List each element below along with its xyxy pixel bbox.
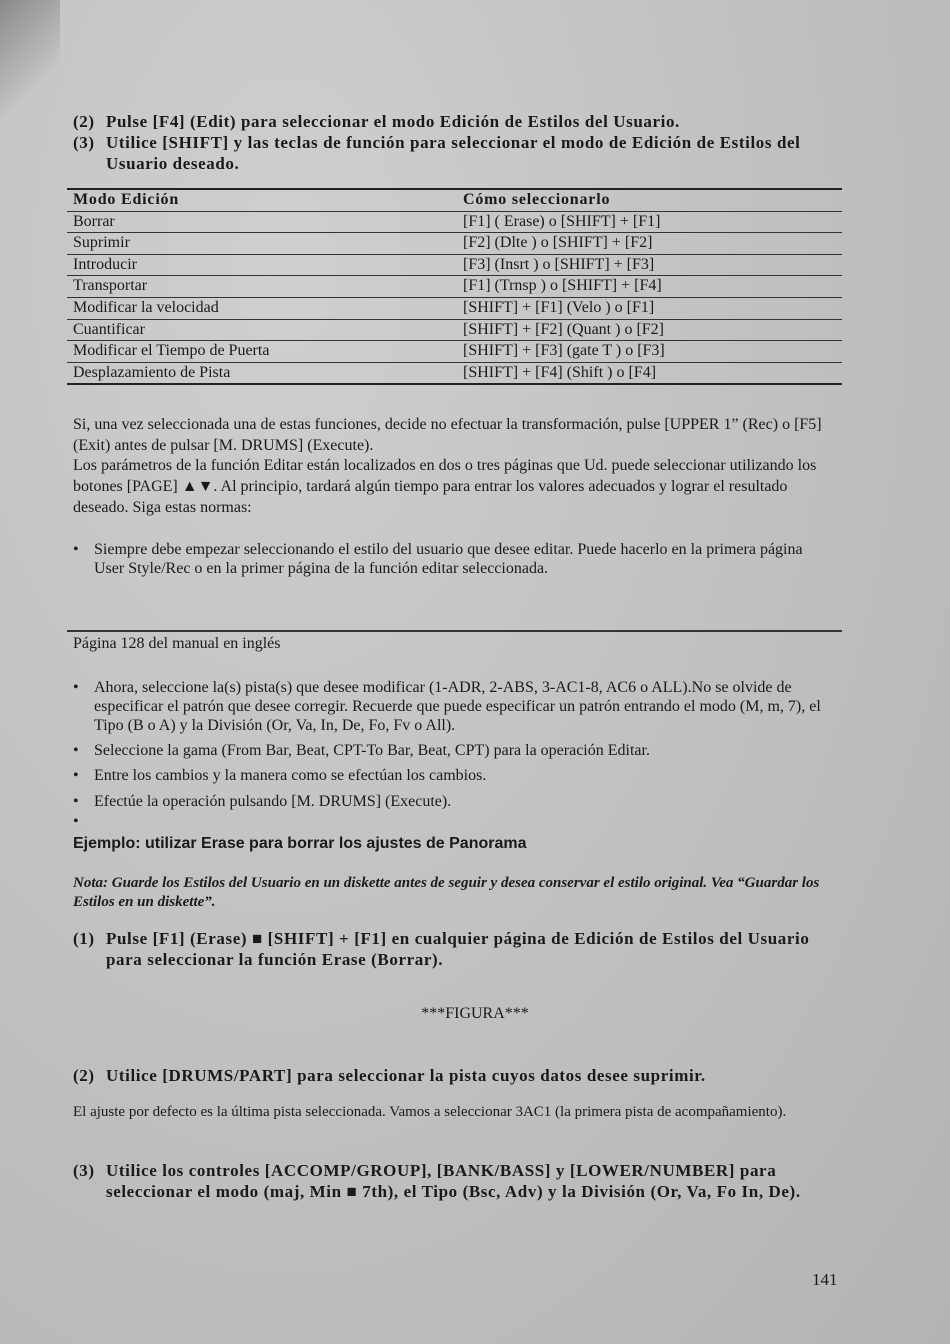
table-cell: Modificar la velocidad [73,298,219,316]
edit-mode-table [67,188,842,385]
example-step-2 [73,1065,843,1086]
list-item [73,540,833,578]
example-step-3 [73,1160,843,1202]
table-cell: [F2] (Dlte ) o [SHIFT] + [F2] [463,234,653,252]
table-row [67,276,842,298]
table-row [67,363,842,384]
figure-placeholder: ***FIGURA*** [421,1005,529,1022]
step-number: (1) [73,929,95,948]
table-row [67,320,842,342]
step-text: Utilice [DRUMS/PART] para seleccionar la pista cuyos datos desee suprimir. [106,1066,706,1085]
paragraph-cancel: Si, una vez seleccionada una de estas funciones, decide no efectuar la transformación, pulse [UPPER 1” (Rec) o [F5] (Exit) antes de pulsar [M. DRUMS] (Execute). [73,416,822,454]
step-text: Utilice los controles [ACCOMP/GROUP], [BANK/BASS] y [LOWER/NUMBER] para seleccionar el modo (maj, Min ■ 7th), el Tipo (Bsc, Adv) y la División (Or, Va, Fo In, De). [106,1161,801,1201]
bullet-icon: • [73,793,79,810]
table-cell: [SHIFT] + [F1] (Velo ) o [F1] [463,298,655,316]
list-item [73,792,833,811]
list-item [73,678,833,735]
step-3 [73,132,843,174]
step-text: Pulse [F1] (Erase) ■ [SHIFT] + [F1] en cualquier página de Edición de Estilos del Usuario para seleccionar la función Erase (Borrar). [106,929,810,969]
list-item-text: Efectúe la operación pulsando [M. DRUMS] (Execute). [94,793,452,810]
table-row [67,212,842,234]
list-item-text: Entre los cambios y la manera como se efectúan los cambios. [94,767,487,784]
step-2 [73,111,843,132]
table-cell: Introducir [73,255,137,273]
example-heading: Ejemplo: utilizar Erase para borrar los ajustes de Panorama [73,835,527,852]
table-cell: Suprimir [73,234,130,252]
step-number: (2) [73,112,95,131]
step-number: (3) [73,133,95,152]
bullet-icon: • [73,742,79,759]
table-row [67,341,842,363]
section-divider [67,630,842,632]
step-number: (3) [73,1161,95,1180]
table-header-cell: Modo Edición [73,191,180,208]
table-cell: Desplazamiento de Pista [73,363,231,381]
step-text: Utilice [SHIFT] y las teclas de función para seleccionar el modo de Edición de Estilos del Usuario deseado. [106,133,801,173]
list-item [73,766,833,785]
table-row [67,255,842,277]
table-cell: Borrar [73,212,115,230]
bullet-icon: • [73,813,79,830]
page-number: 141 [812,1270,838,1289]
paragraph-default-track: El ajuste por defecto es la última pista seleccionada. Vamos a seleccionar 3AC1 (la primera pista de acompañamiento). [73,1104,787,1120]
table-cell: [F1] (Trnsp ) o [SHIFT] + [F4] [463,277,662,295]
bullet-icon: • [73,767,79,784]
list-item [73,741,833,760]
table-cell: [SHIFT] + [F2] (Quant ) o [F2] [463,320,664,338]
scan-shadow [0,0,60,120]
step-text: Pulse [F4] (Edit) para seleccionar el modo Edición de Estilos del Usuario. [106,112,680,131]
bullet-icon: • [73,541,79,558]
table-row [67,233,842,255]
table-row [67,298,842,320]
list-item-text: Seleccione la gama (From Bar, Beat, CPT-To Bar, Beat, CPT) para la operación Editar. [94,742,650,759]
table-header-row [67,190,842,212]
table-cell: [SHIFT] + [F3] (gate T ) o [F3] [463,342,665,360]
table-cell: [F1] ( Erase) o [SHIFT] + [F1] [463,212,661,230]
table-cell: [SHIFT] + [F4] (Shift ) o [F4] [463,363,657,381]
note: Nota: Guarde los Estilos del Usuario en un diskette antes de seguir y desea conservar el estilo original. Vea “Guardar los Estilos en un diskette”. [73,875,820,910]
example-step-1 [73,928,843,970]
table-cell: Cuantificar [73,320,145,338]
table-cell: [F3] (Insrt ) o [SHIFT] + [F3] [463,255,655,273]
paragraph-parameters: Los parámetros de la función Editar están localizados en dos o tres páginas que Ud. puede seleccionar utilizando los botones [PAGE] ▲▼. Al principio, tardará algún tiempo para entrar los valores adecuados y lograr el resultado deseado. Siga estas normas: [73,457,817,516]
step-number: (2) [73,1066,95,1085]
table-header-cell: Cómo seleccionarlo [463,191,611,208]
bullet-icon: • [73,679,79,696]
page-reference: Página 128 del manual en inglés [73,635,281,652]
table-cell: Transportar [73,277,148,295]
list-item-text: Ahora, seleccione la(s) pista(s) que desee modificar (1-ADR, 2-ABS, 3-AC1-8, AC6 o ALL).No se olvide de especificar el patrón que desee corregir. Recuerde que puede especificar un patrón entrando el modo (M, m, 7), el Tipo (B o A) y la División (Or, Va, In, De, Fo, Fv o All). [94,679,821,734]
list-item-text: Siempre debe empezar seleccionando el estilo del usuario que desee editar. Puede hacerlo en la primera página User Style/Rec o en la primer página de la función editar seleccionada. [94,541,803,577]
table-cell: Modificar el Tiempo de Puerta [73,342,270,360]
